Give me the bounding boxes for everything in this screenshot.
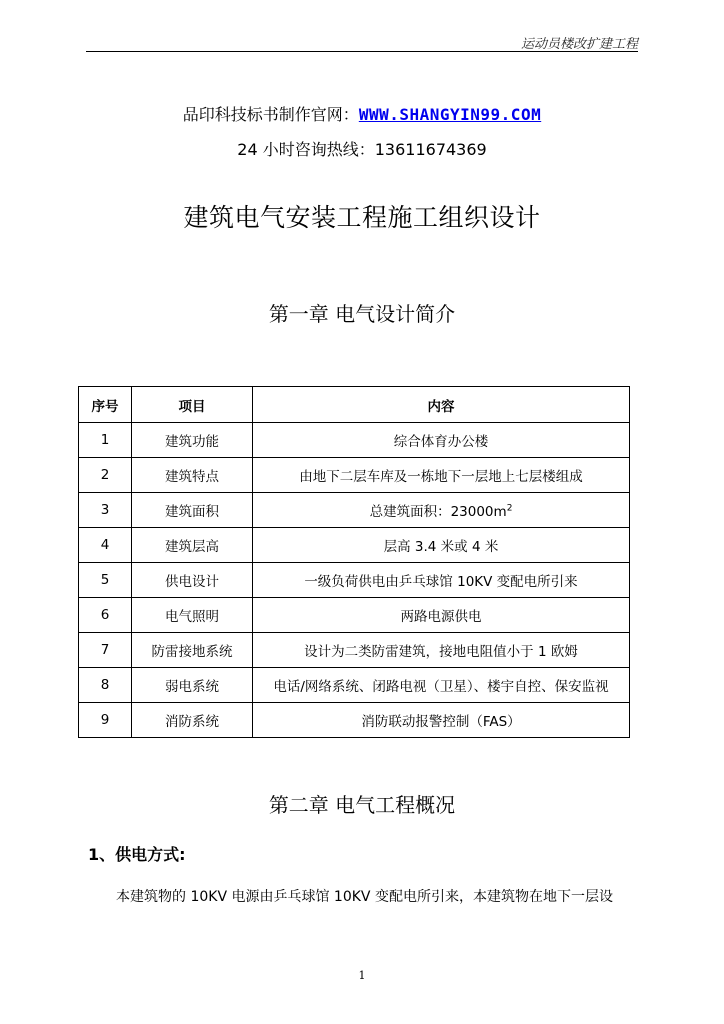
promo-hotline-line bbox=[0, 137, 724, 160]
header-rule bbox=[86, 51, 638, 52]
table-row bbox=[79, 423, 630, 458]
promo-hotline-label: 24 小时咨询热线： bbox=[237, 140, 375, 159]
row-content: 由地下二层车库及一栋地下一层地上七层楼组成 bbox=[253, 458, 630, 493]
row-item: 电气照明 bbox=[132, 598, 253, 633]
promo-website-link[interactable]: WWW.SHANGYIN99.COM bbox=[358, 105, 542, 124]
area-value: 总建筑面积：23000m bbox=[369, 504, 507, 520]
table-row bbox=[79, 563, 630, 598]
row-index: 9 bbox=[79, 703, 132, 738]
row-content: 设计为二类防雷建筑，接地电阻值小于 1 欧姆 bbox=[253, 633, 630, 668]
design-summary-table bbox=[78, 386, 630, 738]
promo-website-line bbox=[0, 102, 724, 125]
row-content: 消防联动报警控制（FAS） bbox=[253, 703, 630, 738]
row-index: 2 bbox=[79, 458, 132, 493]
page-number: 1 bbox=[358, 969, 366, 982]
row-index: 6 bbox=[79, 598, 132, 633]
body-paragraph: 本建筑物的 10KV 电源由乒乓球馆 10KV 变配电所引来，本建筑物在地下一层设 bbox=[116, 889, 613, 905]
area-superscript: 2 bbox=[506, 503, 513, 514]
row-index: 1 bbox=[79, 423, 132, 458]
table-header-row bbox=[79, 387, 630, 423]
row-item: 供电设计 bbox=[132, 563, 253, 598]
document-title: 建筑电气安装工程施工组织设计 bbox=[183, 203, 541, 232]
row-content: 电话/网络系统、闭路电视（卫星）、楼宇自控、保安监视 bbox=[253, 668, 630, 703]
promo-hotline-number: 13611674369 bbox=[374, 140, 487, 159]
row-index: 4 bbox=[79, 528, 132, 563]
table-row bbox=[79, 633, 630, 668]
row-item: 建筑特点 bbox=[132, 458, 253, 493]
row-item: 建筑面积 bbox=[132, 493, 253, 528]
header-cell-index: 序号 bbox=[79, 387, 132, 423]
row-content: 一级负荷供电由乒乓球馆 10KV 变配电所引来 bbox=[253, 563, 630, 598]
row-content: 两路电源供电 bbox=[253, 598, 630, 633]
row-index: 3 bbox=[79, 493, 132, 528]
row-item: 建筑层高 bbox=[132, 528, 253, 563]
header-cell-item: 项目 bbox=[132, 387, 253, 423]
table-row bbox=[79, 458, 630, 493]
header-cell-content: 内容 bbox=[253, 387, 630, 423]
row-item: 消防系统 bbox=[132, 703, 253, 738]
row-item: 防雷接地系统 bbox=[132, 633, 253, 668]
table-row bbox=[79, 598, 630, 633]
row-content: 层高 3.4 米或 4 米 bbox=[253, 528, 630, 563]
row-content: 综合体育办公楼 bbox=[253, 423, 630, 458]
table-row bbox=[79, 668, 630, 703]
row-item: 弱电系统 bbox=[132, 668, 253, 703]
row-content bbox=[253, 493, 630, 528]
table-row bbox=[79, 528, 630, 563]
running-header: 运动员楼改扩建工程 bbox=[520, 37, 638, 52]
table-row bbox=[79, 703, 630, 738]
row-index: 5 bbox=[79, 563, 132, 598]
table-row bbox=[79, 493, 630, 528]
chapter-1-heading: 第一章 电气设计简介 bbox=[268, 302, 456, 326]
row-index: 8 bbox=[79, 668, 132, 703]
row-index: 7 bbox=[79, 633, 132, 668]
row-item: 建筑功能 bbox=[132, 423, 253, 458]
section-heading: 1、供电方式: bbox=[88, 845, 186, 864]
chapter-2-heading: 第二章 电气工程概况 bbox=[268, 793, 456, 817]
promo-website-label: 品印科技标书制作官网： bbox=[182, 105, 359, 124]
